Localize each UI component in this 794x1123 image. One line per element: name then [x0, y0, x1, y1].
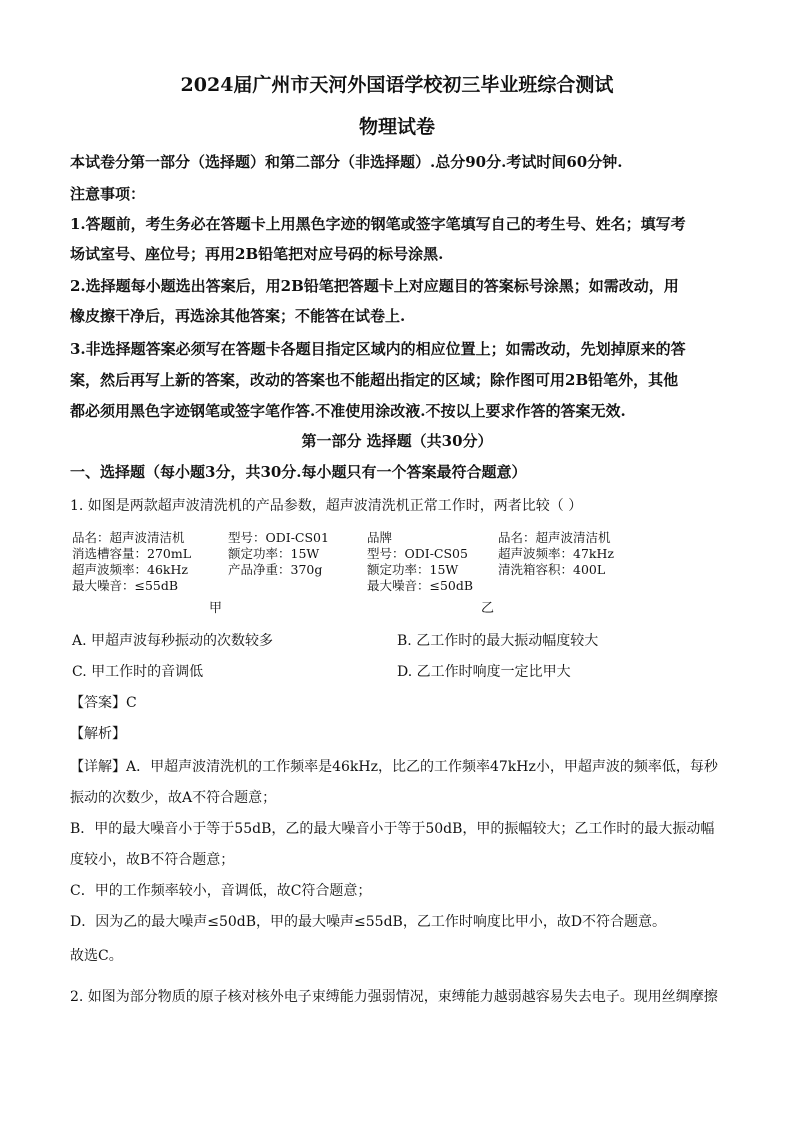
rule-2-line-1: 2.选择题每小题选出答案后，用2B铅笔把答题卡上对应题目的答案标号涂黑；如需改动，用: [70, 277, 679, 295]
notes-heading: 注意事项：: [70, 185, 146, 203]
jia-caption: 甲: [209, 601, 223, 616]
rule-3-line-2: 案，然后再写上新的答案，改动的答案也不能超出指定的区域；除作图可用2B铅笔外，其他: [70, 371, 679, 389]
question-2-stem: 2. 如图为部分物质的原子核对核外电子束缚能力强弱情况，束缚能力越弱越容易失去电子。现用丝绸摩擦: [70, 989, 718, 1005]
intro-text: 本试卷分第一部分（选择题）和第二部分（非选择题）.总分90分.考试时间60分钟.: [70, 153, 623, 171]
page-subtitle: 物理试卷: [358, 116, 435, 138]
yi-param: 超声波频率：47kHz: [498, 546, 614, 561]
yi-param: 清洗箱容积：400L: [498, 562, 606, 577]
jia-param: 品名：超声波清洁机: [72, 530, 185, 545]
conclusion: 故选C。: [70, 948, 123, 964]
jia-param: 超声波频率：46kHz: [72, 562, 188, 577]
jia-param: 产品净重：370g: [228, 562, 323, 577]
page-title: 2024届广州市天河外国语学校初三毕业班综合测试: [180, 74, 614, 96]
detail-line: 振动的次数少，故A不符合题意；: [70, 790, 277, 806]
option-d: D. 乙工作时响度一定比甲大: [397, 664, 571, 680]
detail-line: B．甲的最大噪音小于等于55dB，乙的最大噪音小于等于50dB，甲的振幅较大；乙工作时的最大振动幅: [70, 821, 715, 837]
option-a: A. 甲超声波每秒振动的次数较多: [72, 633, 274, 649]
jia-param: 型号：ODI-CS01: [228, 530, 329, 545]
yi-param: 品牌: [367, 530, 393, 545]
yi-param: 额定功率：15W: [367, 562, 459, 577]
rule-3-line-1: 3.非选择题答案必须写在答题卡各题目指定区域内的相应位置上；如需改动，先划掉原来的答: [70, 340, 686, 358]
question-1-stem: 1. 如图是两款超声波清洗机的产品参数，超声波清洗机正常工作时，两者比较（ ）: [70, 498, 583, 514]
detail-line: D．因为乙的最大噪声≤50dB，甲的最大噪声≤55dB，乙工作时响度比甲小，故D不符合题意。: [70, 914, 667, 930]
rule-1-line-1: 1.答题前，考生务必在答题卡上用黑色字迹的钢笔或签字笔填写自己的考生号、姓名；填写考: [70, 215, 686, 233]
yi-param: 最大噪音：≤50dB: [367, 578, 474, 593]
option-b: B. 乙工作时的最大振动幅度较大: [397, 633, 599, 649]
jia-param: 消选槽容量：270mL: [72, 546, 192, 561]
detail-line: 【详解】A．甲超声波清洗机的工作频率是46kHz，比乙的工作频率47kHz小，甲超声波的频率低，每秒: [70, 759, 718, 775]
rule-3-line-3: 都必须用黑色字迹钢笔或签字笔作答.不准使用涂改液.不按以上要求作答的答案无效.: [70, 402, 626, 420]
jia-param: 额定功率：15W: [228, 546, 320, 561]
option-c: C. 甲工作时的音调低: [72, 664, 204, 680]
detail-line: C．甲的工作频率较小，音调低，故C符合题意；: [70, 883, 372, 899]
analysis-label: 【解析】: [70, 726, 126, 742]
rule-1-line-2: 场试室号、座位号；再用2B铅笔把对应号码的标号涂黑.: [70, 245, 444, 263]
jia-param: 最大噪音：≤55dB: [72, 578, 179, 593]
answer: 【答案】C: [70, 695, 137, 711]
yi-param: 型号：ODI-CS05: [367, 546, 468, 561]
section-subtitle: 一、选择题（每小题3分，共30分.每小题只有一个答案最符合题意）: [70, 463, 527, 481]
rule-2-line-2: 橡皮擦干净后，再选涂其他答案；不能答在试卷上.: [70, 307, 406, 325]
section-title: 第一部分 选择题（共30分）: [301, 432, 493, 450]
yi-caption: 乙: [481, 601, 495, 616]
detail-line: 度较小，故B不符合题意；: [70, 852, 235, 868]
yi-param: 品名：超声波清洁机: [498, 530, 611, 545]
